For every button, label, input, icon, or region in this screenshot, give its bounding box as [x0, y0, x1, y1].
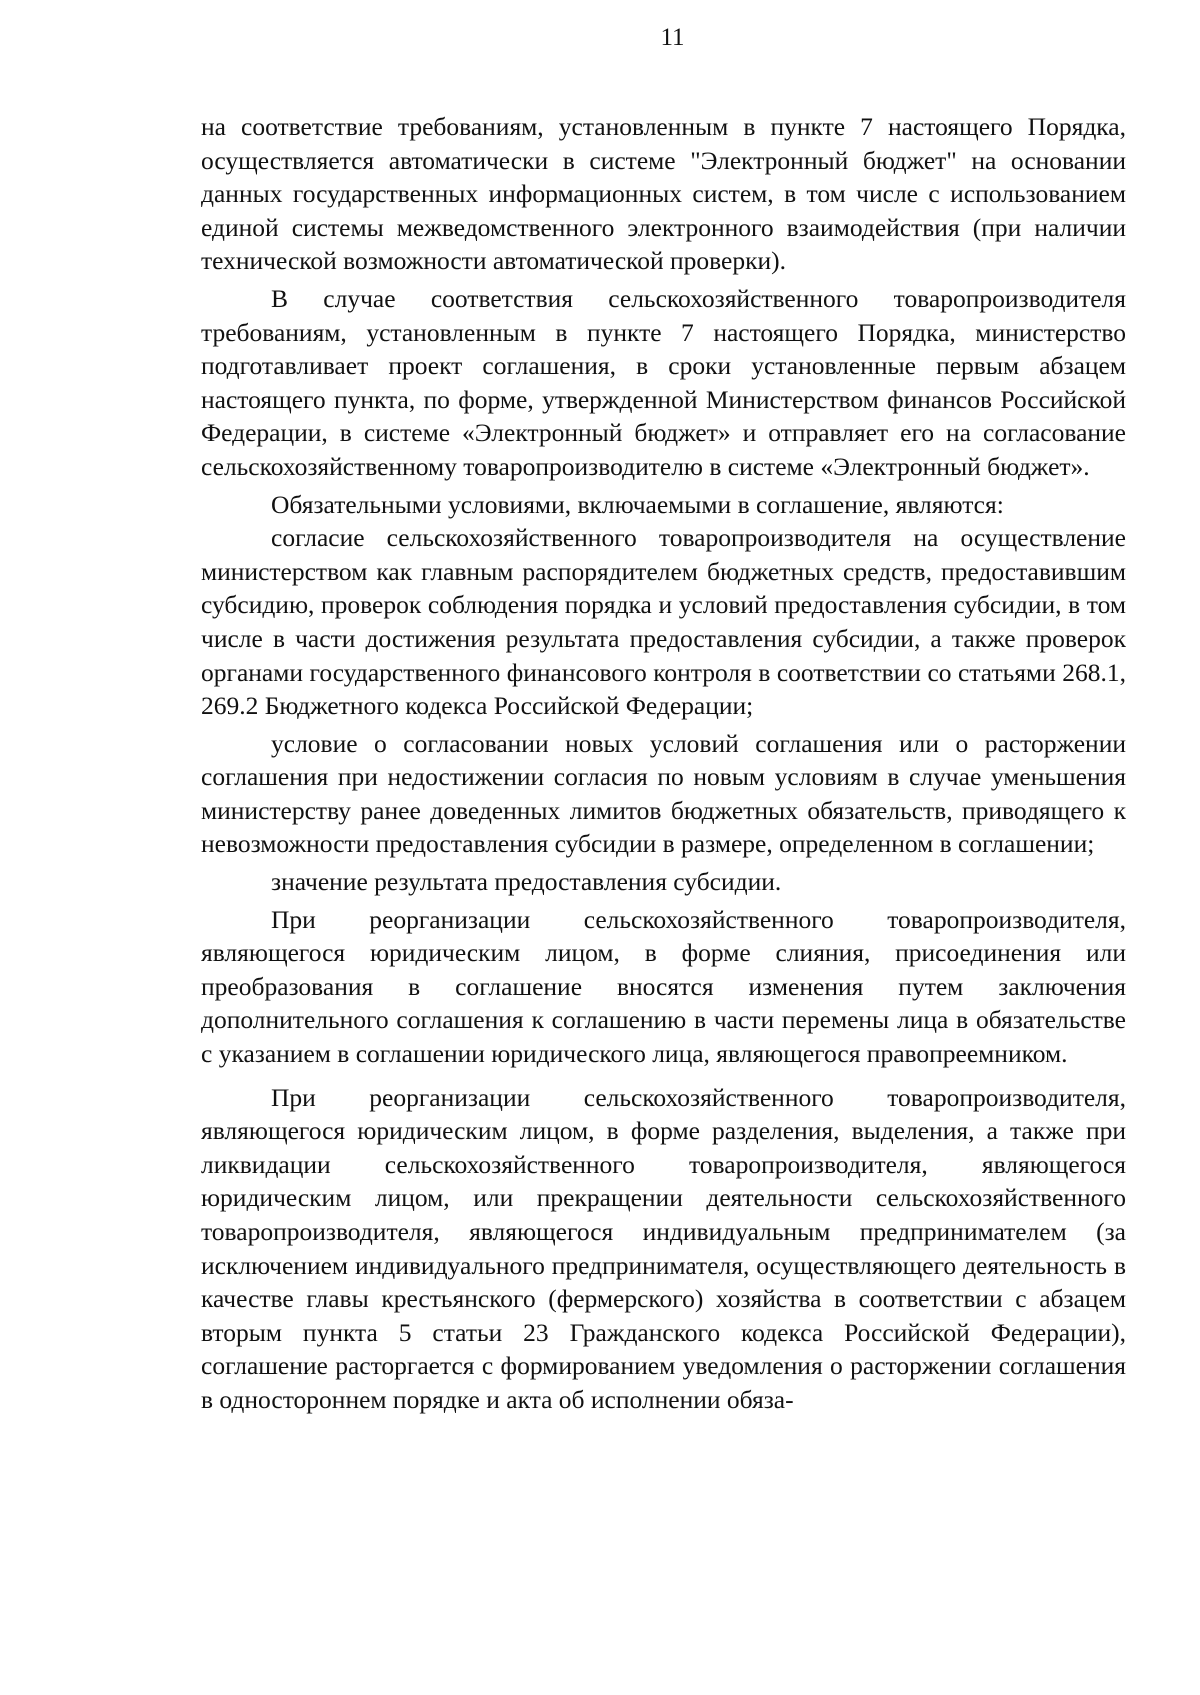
paragraph-reorganization-merger: При реорганизации сельскохозяйственного товаропроизводителя, являющегося юридическим лицом, в форме слияния, присоединения или преобразования в соглашение вносятся изменения путем заключения дополнительного соглашения к соглашению в части перемены лица в обязательстве с указанием в соглашении юридического лица, являющегося правопреемником. [201, 904, 1126, 1069]
paragraph-result-value: значение результата предоставления субсидии. [271, 867, 782, 897]
paragraph-mandatory-conditions: Обязательными условиями, включаемыми в соглашение, являются: [271, 489, 1004, 519]
paragraph-consent-condition: согласие сельскохозяйственного товаропроизводителя на осуществление министерством как главным распорядителем бюджетных средств, предоставившим субсидию, проверок соблюдения порядка и условий предоставления субсидии, в том числе в части достижения результата предоставления субсидии, а также проверок органами государственного финансового контроля в соответствии со статьями 268.1, 269.2 Бюджетного кодекса Российской Федерации; [201, 523, 1126, 721]
page-number: 11 [660, 24, 685, 51]
paragraph-agreement-draft: В случае соответствия сельскохозяйственного товаропроизводителя требованиям, установленным в пункте 7 настоящего Порядка, министерство подготавливает проект соглашения, в сроки установленные первым абзацем настоящего пункта, по форме, утвержденной Министерством финансов Российской Федерации, в системе «Электронный бюджет» и отправляет его на согласование сельскохозяйственному товаропроизводителю в системе «Электронный бюджет». [201, 283, 1126, 481]
paragraph-new-conditions: условие о согласовании новых условий соглашения или о расторжении соглашения при недостижении согласия по новым условиям в случае уменьшения министерству ранее доведенных лимитов бюджетных обязательств, приводящего к невозможности предоставления субсидии в размере, определенном в соглашении; [201, 728, 1126, 859]
paragraph-reorganization-division: При реорганизации сельскохозяйственного товаропроизводителя, являющегося юридическим лицом, в форме разделения, выделения, а также при ликвидации сельскохозяйственного товаропроизводителя, являющегося юридическим лицом, или прекращении деятельности сельскохозяйственного товаропроизводителя, являющегося индивидуальным предпринимателем (за исключением индивидуального предпринимателя, осуществляющего деятельность в качестве главы крестьянского (фермерского) хозяйства в соответствии с абзацем вторым пункта 5 статьи 23 Гражданского кодекса Российской Федерации), соглашение расторгается с формированием уведомления о расторжении соглашения в одностороннем порядке и акта об исполнении обяза- [201, 1082, 1126, 1414]
paragraph-continuation: на соответствие требованиям, установленным в пункте 7 настоящего Порядка, осуществляется автоматически в системе "Электронный бюджет" на основании данных государственных информационных систем, в том числе с использованием единой системы межведомственного электронного взаимодействия (при наличии технической возможности автоматической проверки). [201, 112, 1126, 276]
document-body [201, 110, 1126, 1417]
